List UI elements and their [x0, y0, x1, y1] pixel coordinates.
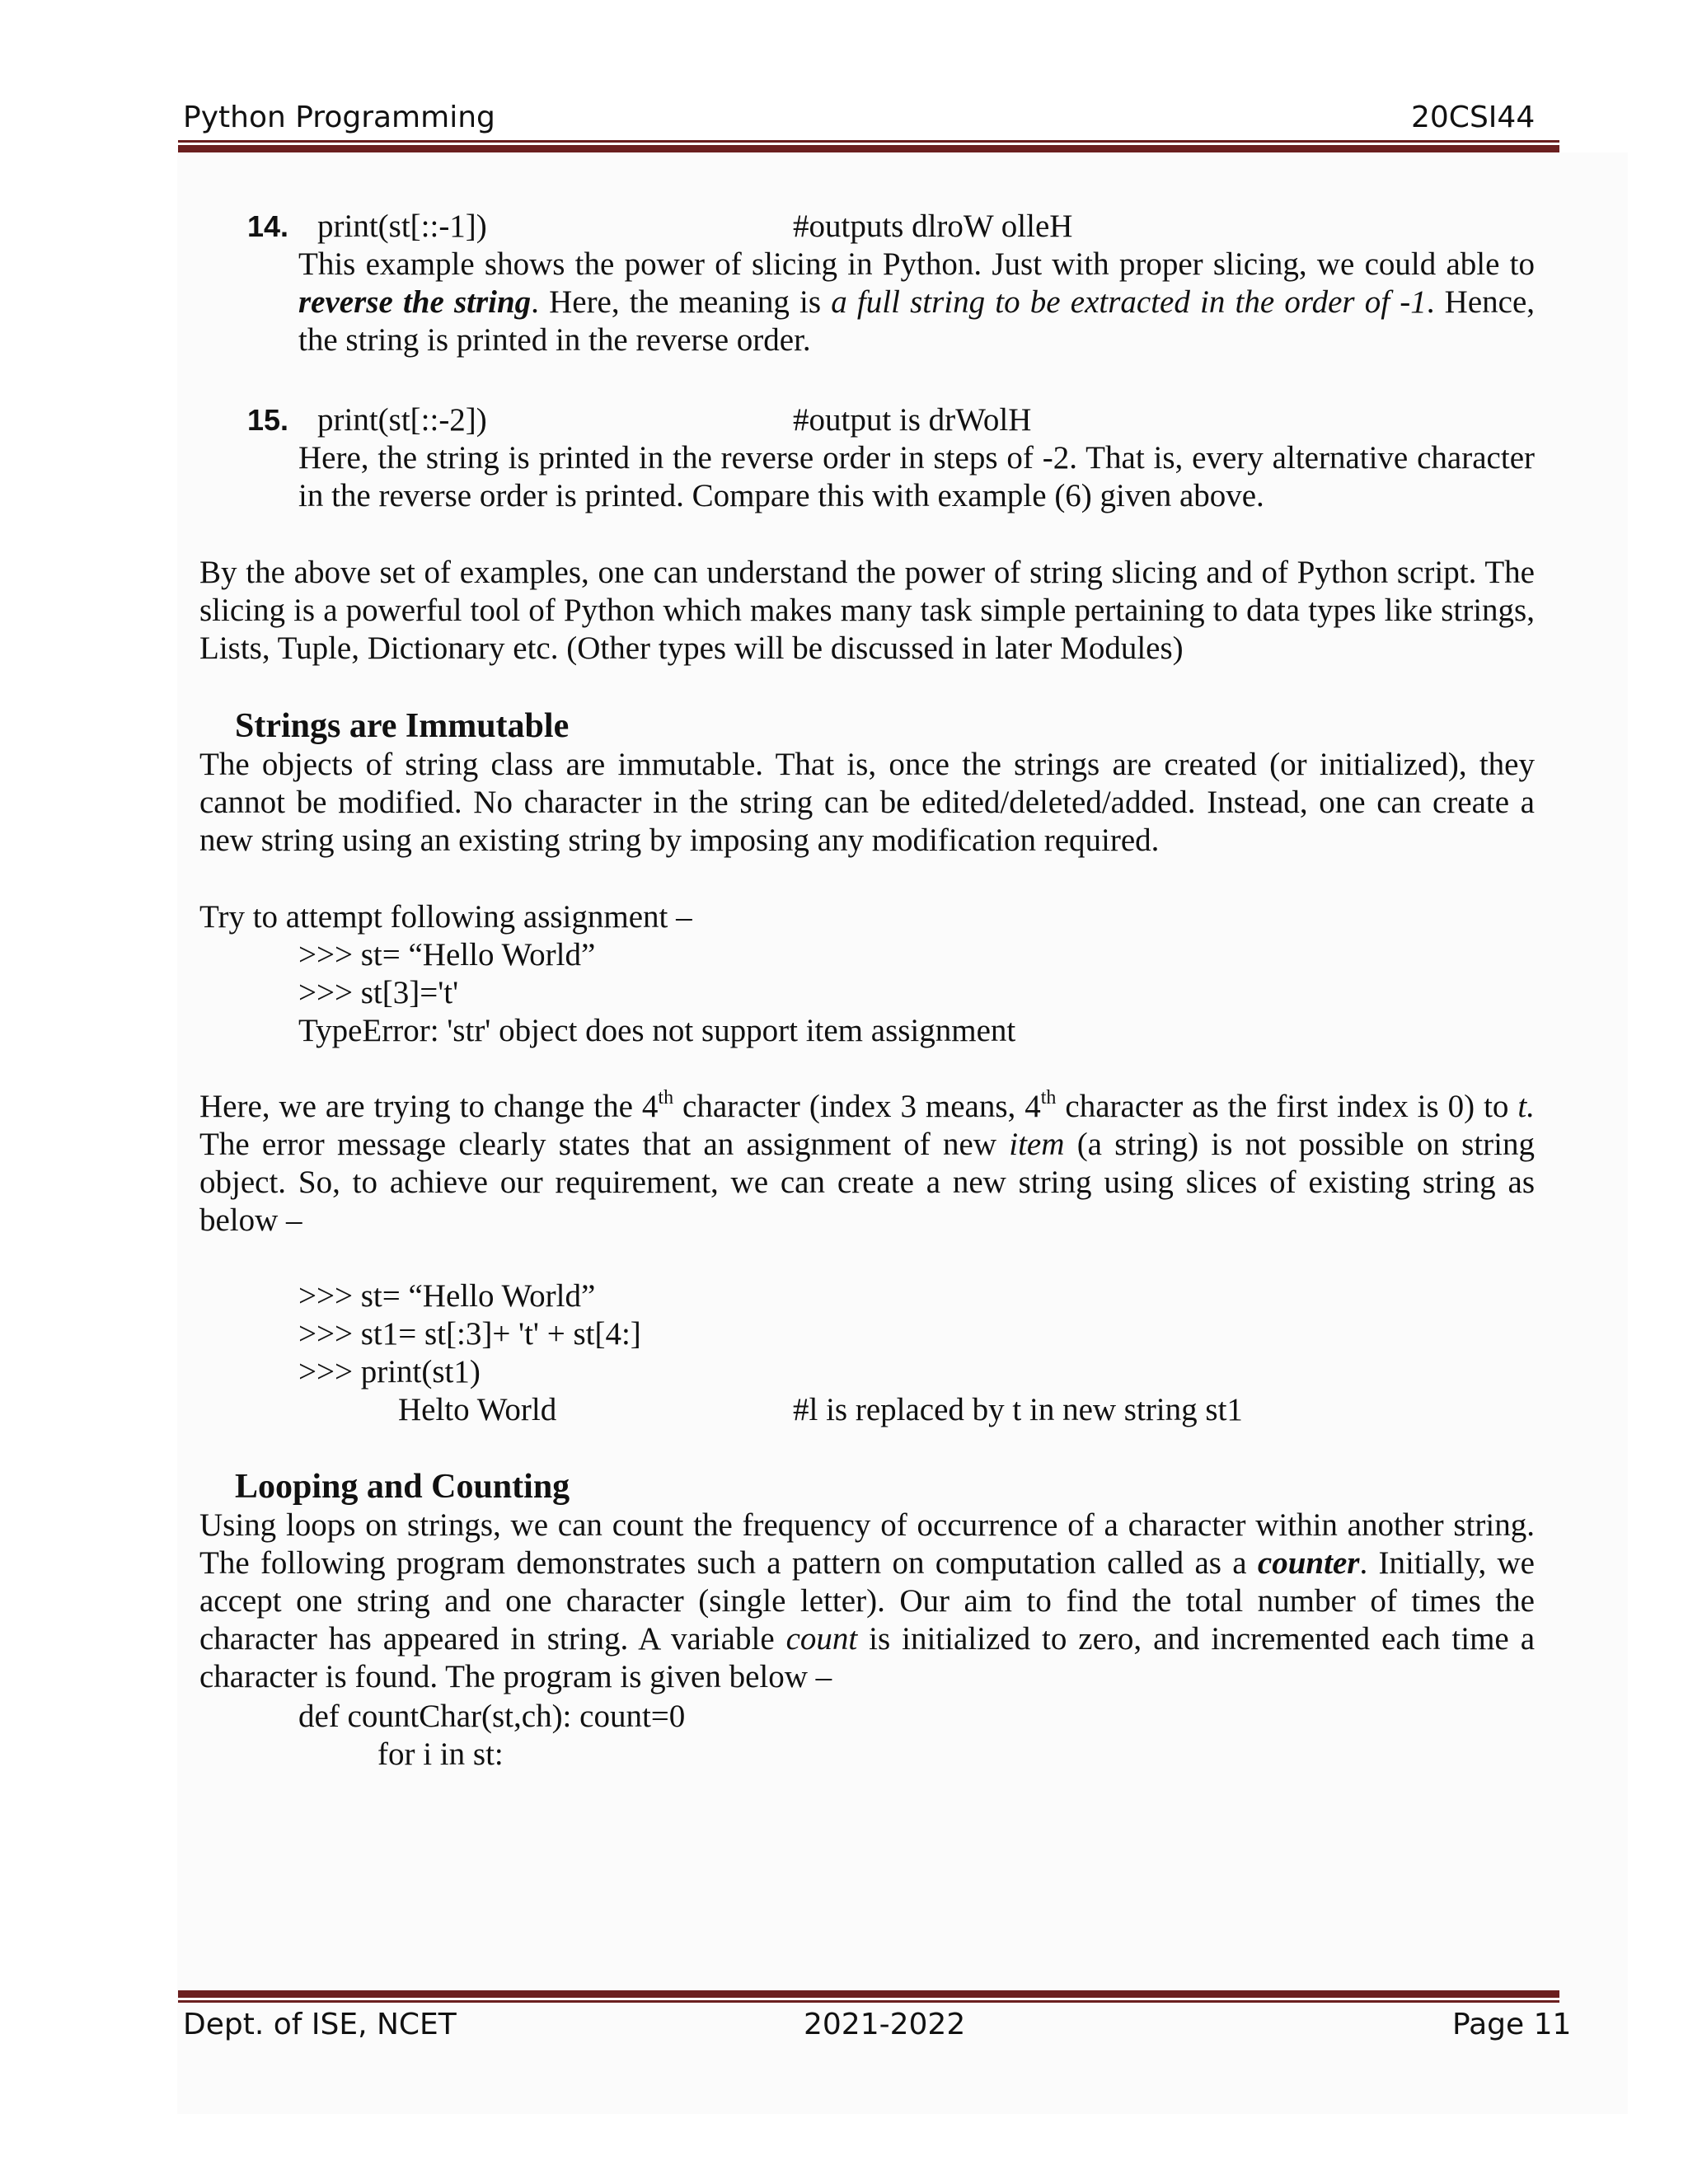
summary-paragraph: By the above set of examples, one can understand the power of string slicing and of Python script. The slicing is a powerful tool of Python which makes many task simple pertaining to data types like strings, Lists, Tuple, Dictionary etc. (Other types will be discussed in later Modules) — [199, 555, 1535, 666]
explanation-paragraph: Here, we are trying to change the 4th character (index 3 means, 4th character as the first index is 0) to t. The error message clearly states that an assignment of new item (a string) is not possible on string object. So, to achieve our requirement, we can create a new string using slices of existing string as below – — [199, 1087, 1535, 1238]
immutable-paragraph: The objects of string class are immutable. That is, once the strings are created (or initialized), they cannot be modified. No character in the string can be edited/deleted/added. Instead, one can create a new string using an existing string by imposing any modification required. — [199, 747, 1535, 858]
footer-page-number: Page 11 — [1452, 2008, 1572, 2041]
section-heading-immutable: Strings are Immutable — [235, 707, 570, 745]
footer-department: Dept. of ISE, NCET — [183, 2008, 457, 2041]
code-line: >>> st= “Hello World” — [298, 1278, 596, 1314]
code-line: >>> st1= st[:3]+ 't' + st[4:] — [298, 1316, 641, 1352]
error-message: TypeError: 'str' object does not support item assignment — [298, 1013, 1016, 1048]
looping-paragraph: Using loops on strings, we can count the frequency of occurrence of a character within another string. The following program demonstrates such a pattern on computation called as a counter. Initially, we accept one string and one character (single letter). Our aim to find the total number of times the character has appeared in string. A variable count is initialized to zero, and incremented each time a character is found. The program is given below – — [199, 1507, 1535, 1694]
code-line: >>> print(st1) — [298, 1354, 481, 1390]
example-15-explanation: Here, the string is printed in the reverse order in steps of -2. That is, every alternative character in the reverse order is printed. Compare this with example (6) given above. — [298, 440, 1535, 513]
footer-year: 2021-2022 — [804, 2008, 966, 2041]
code-line: >>> st= “Hello World” — [298, 937, 596, 972]
example-14-explanation: This example shows the power of slicing in Python. Just with proper slicing, we could able to reverse the string. Here, the meaning is a full string to be extracted in the order of -1. Hence, the string is printed in the reverse order. — [298, 246, 1535, 358]
example-14-number: 14. — [247, 209, 289, 243]
code-line: for i in st: — [377, 1736, 504, 1772]
example-15-comment: #output is drWolH — [793, 402, 1032, 438]
section-heading-looping: Looping and Counting — [235, 1468, 570, 1506]
example-14-comment: #outputs dlroW olleH — [793, 209, 1073, 244]
header-course-code: 20CSI44 — [1411, 101, 1536, 134]
example-15-code: print(st[::-2]) — [317, 402, 487, 438]
code-line: >>> st[3]='t' — [298, 975, 459, 1010]
code-output-comment: #l is replaced by t in new string st1 — [793, 1392, 1243, 1427]
footer-rule — [178, 1990, 1559, 2003]
try-assignment-text: Try to attempt following assignment – — [199, 899, 692, 935]
example-14-code: print(st[::-1]) — [317, 209, 487, 244]
code-output: Helto World — [398, 1392, 557, 1427]
code-line: def countChar(st,ch): count=0 — [298, 1699, 686, 1734]
header-title: Python Programming — [183, 101, 495, 134]
example-15-number: 15. — [247, 403, 289, 437]
